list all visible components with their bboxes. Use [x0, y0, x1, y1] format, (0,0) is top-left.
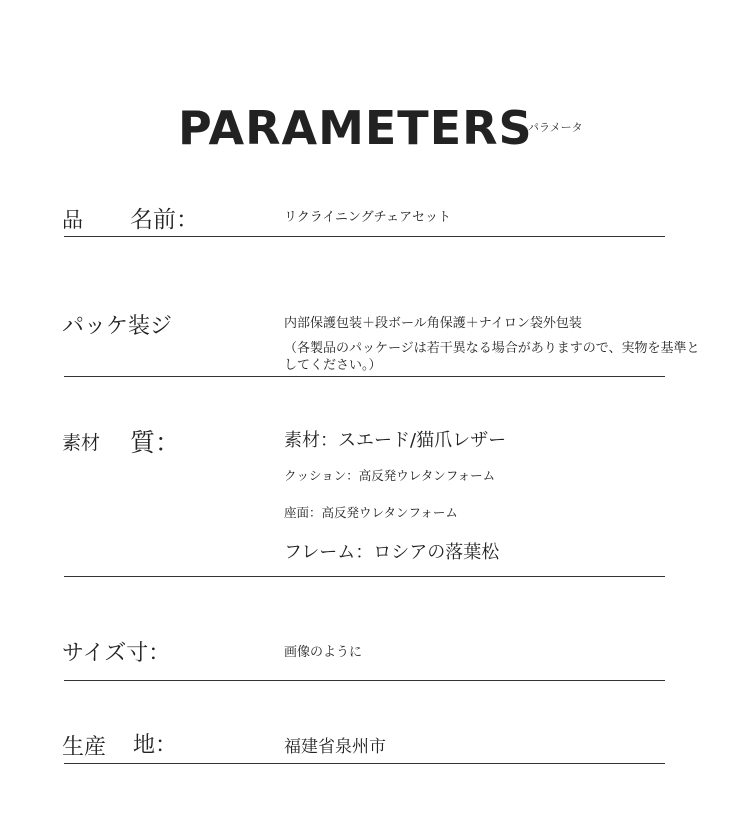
origin-label-b: 地： — [133, 733, 178, 758]
material-label-b: 質： — [130, 428, 181, 457]
material-line-1: 素材：スエード/猫爪レザー — [284, 430, 507, 451]
material-line-2: クッション：高反発ウレタンフォーム — [284, 468, 496, 483]
name-value: リクライニングチェアセット — [284, 210, 452, 225]
name-label-b: 名前： — [130, 207, 199, 233]
package-note-line-1: （各製品のパッケージは若干異なる場合がありますので、実物を基準と — [284, 341, 700, 356]
package-value: 内部保護包装＋段ボール角保護＋ナイロン袋外包装 — [284, 316, 582, 331]
material-label-a: 素材 — [62, 432, 101, 454]
package-label: パッケ装ジ — [62, 314, 173, 339]
size-label: サイズ寸： — [62, 641, 171, 666]
origin-value: 福建省泉州市 — [284, 737, 386, 757]
divider — [64, 376, 665, 377]
material-line-3: 座面：高反発ウレタンフォーム — [284, 505, 458, 520]
divider — [64, 680, 665, 681]
package-note-line-2: してください。） — [284, 358, 382, 373]
page-title: PARAMETERS — [178, 101, 533, 155]
page-subtitle: パラメータ — [528, 121, 583, 134]
divider — [64, 763, 665, 764]
size-value: 画像のように — [284, 645, 363, 660]
material-line-4: フレーム：ロシアの落葉松 — [284, 542, 500, 563]
divider — [64, 576, 665, 577]
divider — [64, 236, 665, 237]
origin-label-a: 生産 — [62, 735, 107, 760]
name-label-a: 品 — [62, 208, 83, 232]
